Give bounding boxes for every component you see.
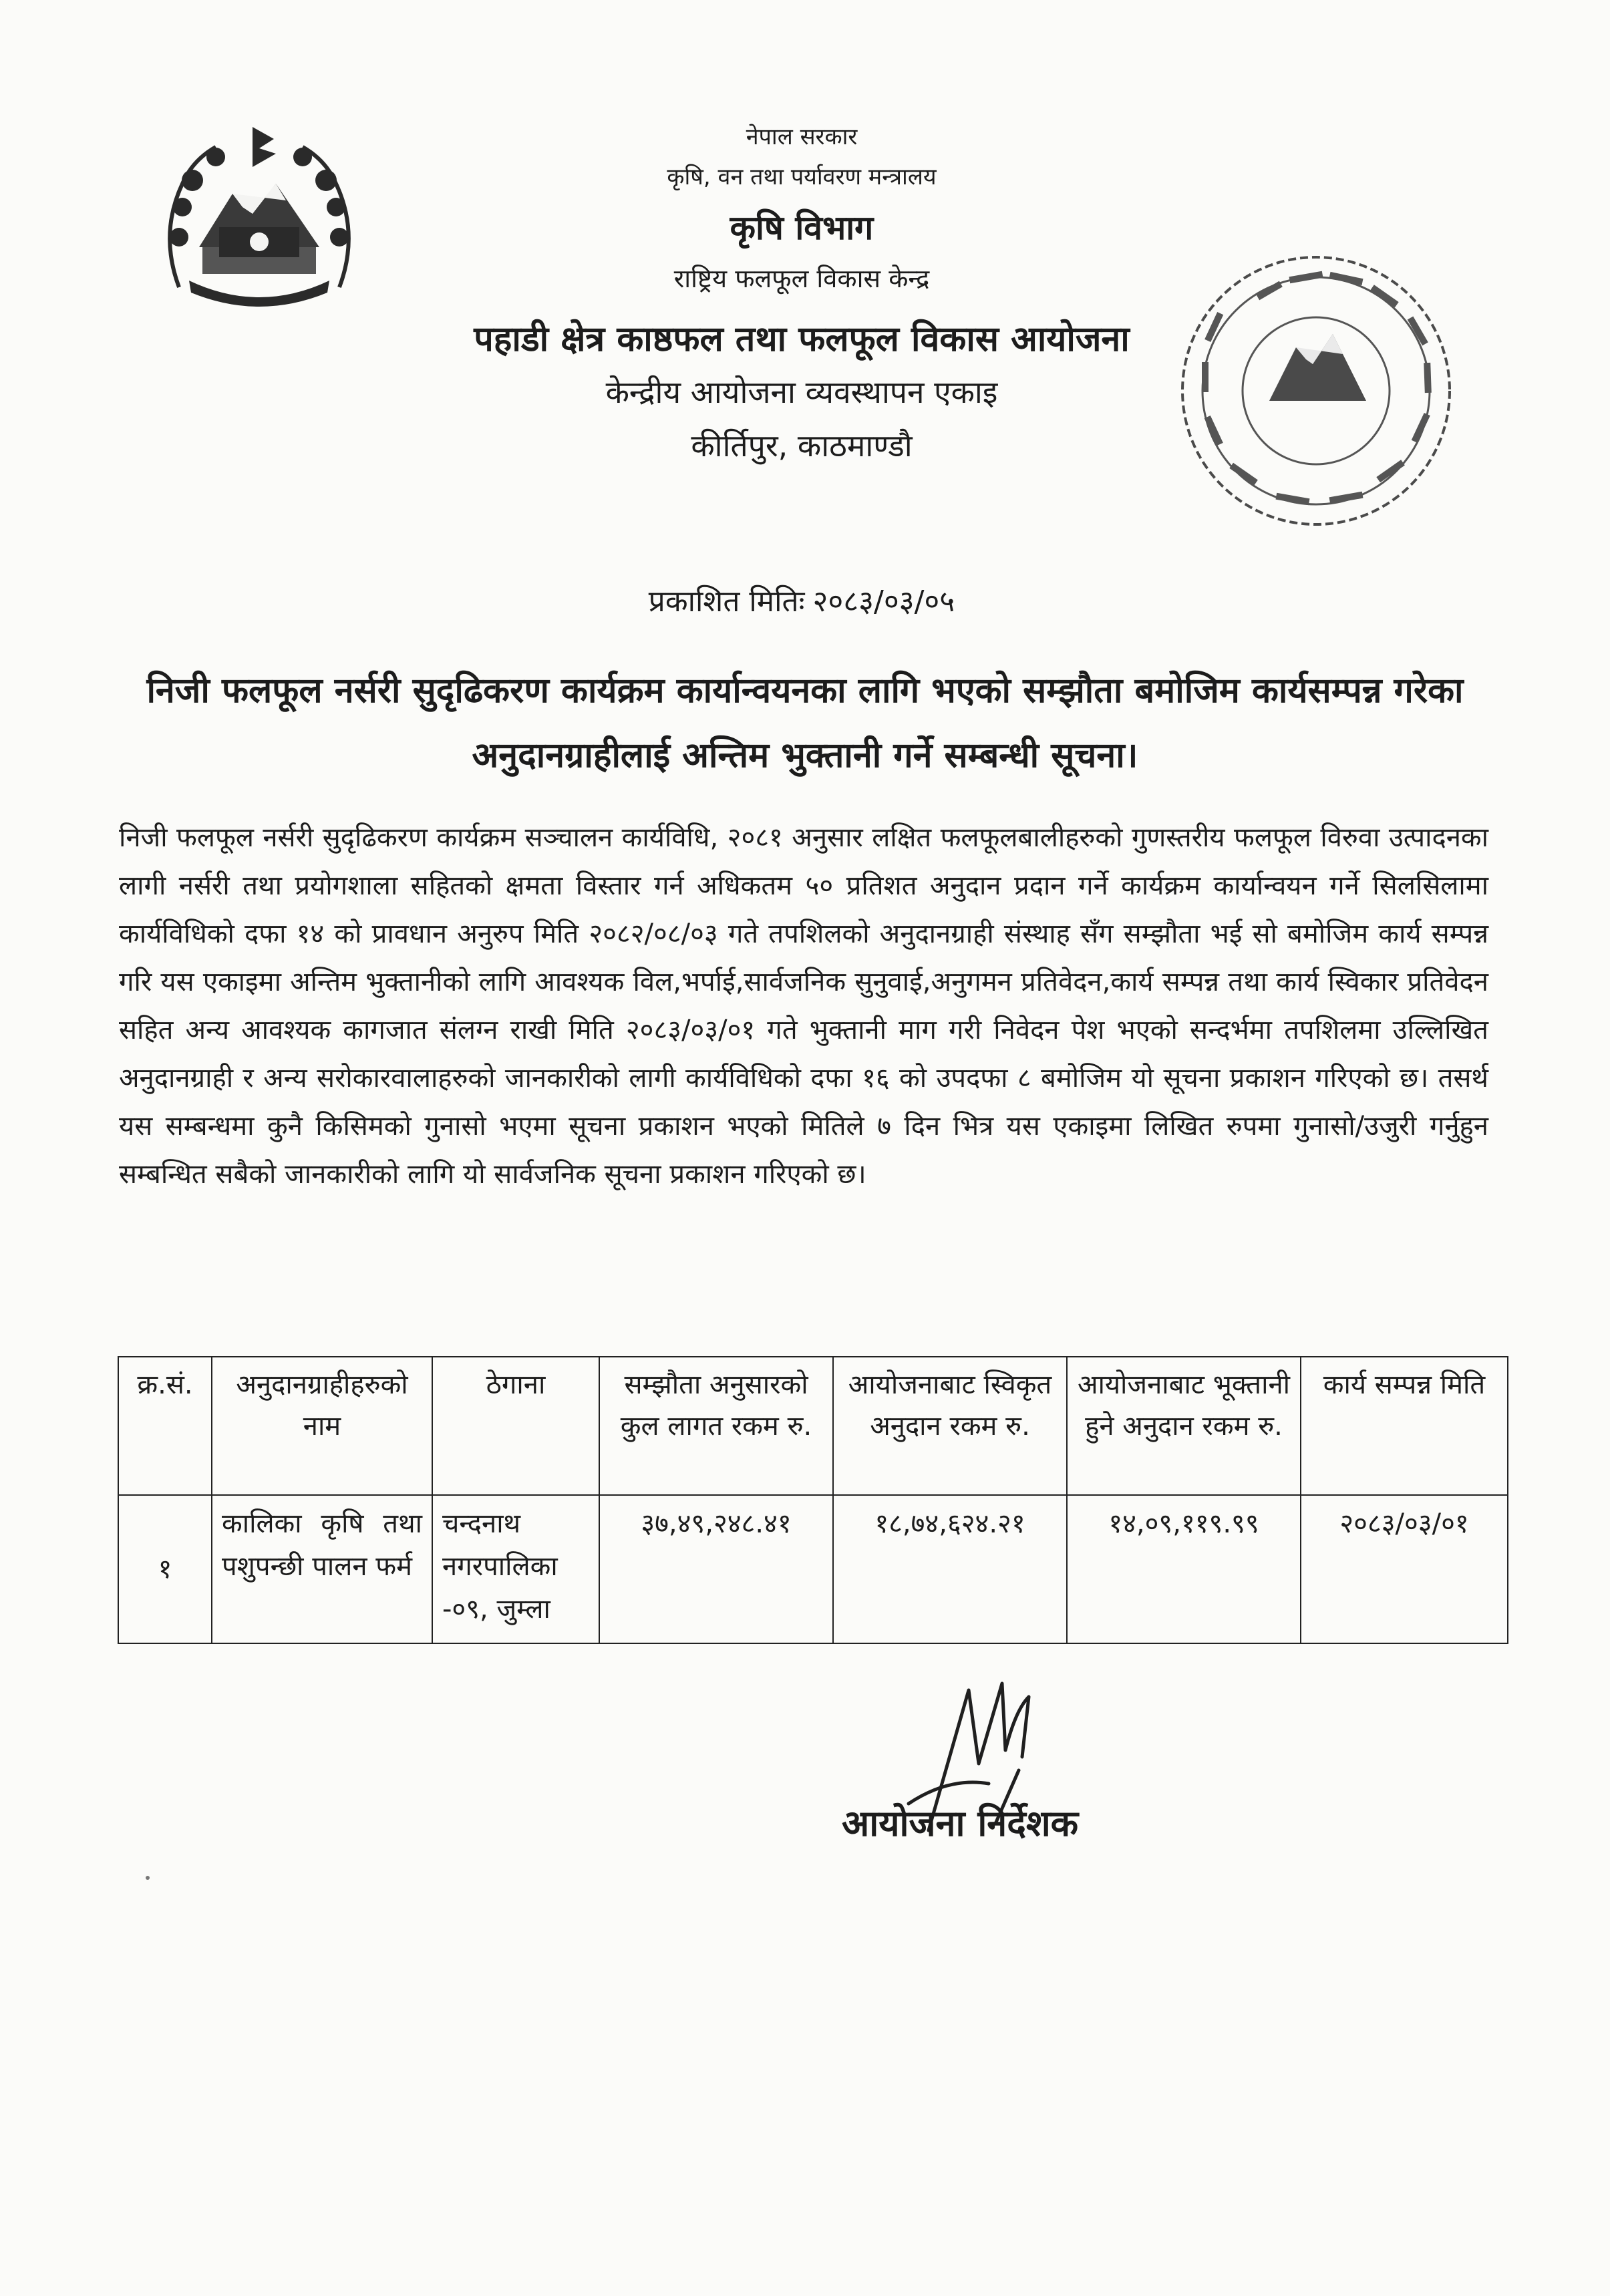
grant-table [118, 1356, 1508, 1644]
cell-grantee-name: कालिका कृषि तथा पशुपन्छी पालन फर्म [212, 1495, 432, 1643]
cell-address: चन्दनाथ नगरपालिका -०९, जुम्ला [432, 1495, 599, 1643]
table-row [118, 1495, 1508, 1643]
cell-sn: १ [118, 1495, 212, 1643]
col-header-completion-date: कार्य सम्पन्न मिति [1301, 1357, 1508, 1495]
publish-date [401, 580, 1202, 620]
header-location: कीर्तिपुर, काठमाण्डौ [691, 428, 913, 464]
publish-date-value: २०८३/०३/०५ [812, 585, 955, 619]
header-project: पहाडी क्षेत्र काष्ठफल तथा फलफूल विकास आयोजना [474, 319, 1130, 359]
header-ministry: कृषि, वन तथा पर्यावरण मन्त्रालय [667, 164, 937, 190]
notice-subject-line2: अनुदानग्राहीलाई अन्तिम भुक्तानी गर्ने सम्बन्धी सूचना। [472, 735, 1138, 776]
col-header-total-cost: सम्झौता अनुसारको कुल लागत रकम रु. [599, 1357, 833, 1495]
cell-total-cost: ३७,४९,२४८.४१ [599, 1495, 833, 1643]
col-header-sn: क्र.सं. [118, 1357, 212, 1495]
col-header-address: ठेगाना [432, 1357, 599, 1495]
cell-completion-date: २०८३/०३/०१ [1301, 1495, 1508, 1643]
notice-subject-line1: निजी फलफूल नर्सरी सुदृढिकरण कार्यक्रम कार्यान्वयनका लागि भएको सम्झौता बमोजिम कार्यसम्पन्न गरेका [146, 671, 1464, 711]
publish-date-label: प्रकाशित मितिः [648, 585, 805, 619]
signatory-designation: आयोजना निर्देशक [842, 1802, 1079, 1844]
cell-payable-grant: १४,०९,११९.९९ [1067, 1495, 1301, 1643]
office-round-seal [1176, 247, 1456, 534]
table-header-row [118, 1357, 1508, 1495]
col-header-approved-grant: आयोजनाबाट स्विकृत अनुदान रकम रु. [833, 1357, 1067, 1495]
col-header-payable-grant: आयोजनाबाट भूक्तानी हुने अनुदान रकम रु. [1067, 1357, 1301, 1495]
header-government: नेपाल सरकार [746, 124, 858, 150]
header-centre: राष्ट्रिय फलफूल विकास केन्द्र [673, 264, 930, 293]
margin-speck [146, 1876, 150, 1880]
header-unit: केन्द्रीय आयोजना व्यवस्थापन एकाइ [605, 374, 998, 410]
cell-approved-grant: १८,७४,६२४.२१ [833, 1495, 1067, 1643]
nepal-government-emblem [152, 120, 366, 321]
col-header-grantee-name: अनुदानग्राहीहरुको नाम [212, 1357, 432, 1495]
header-department: कृषि विभाग [730, 208, 874, 247]
notice-body: निजी फलफूल नर्सरी सुदृढिकरण कार्यक्रम सञ्चालन कार्यविधि, २०८१ अनुसार लक्षित फलफूलबालीहरुको गुणस्तरीय फलफूल विरुवा उत्पादनका लागी नर्सरी तथा प्रयोगशाला सहितको क्षमता विस्तार गर्न अधिकतम ५० प्रतिशत अनुदान प्रदान गर्ने कार्यक्रम कार्यान्वयन गर्ने सिलसिलामा कार्यविधिको दफा १४ को प्रावधान अनुरुप मिति २०८२/०८/०३ गते तपशिलको अनुदानग्राही संस्थाह सँग सम्झौता भई सो बमोजिम कार्य सम्पन्न गरि यस एकाइमा अन्तिम भुक्तानीको लागि आवश्यक विल,भर्पाई,सार्वजनिक सुनुवाई,अनुगमन प्रतिवेदन,कार्य सम्पन्न तथा कार्य स्विकार प्रतिवेदन सहित अन्य आवश्यक कागजात संलग्न राखी मिति २०८३/०३/०१ गते भुक्तानी माग गरी निवेदन पेश भएको सन्दर्भमा तपशिलमा उल्लिखित अनुदानग्राही र अन्य सरोकारवालाहरुको जानकारीको लागी कार्यविधिको दफा १६ को उपदफा ८ बमोजिम यो सूचना प्रकाशन गरिएको छ। तसर्थ यस सम्बन्धमा कुनै किसिमको गुनासो भएमा सूचना प्रकाशन भएको मितिले ७ दिन भित्र यस एकाइमा लिखित रुपमा गुनासो/उजुरी गर्नुहुन सम्बन्धित सबैको जानकारीको लागि यो सार्वजनिक सूचना प्रकाशन गरिएको छ। [119, 822, 1488, 1190]
